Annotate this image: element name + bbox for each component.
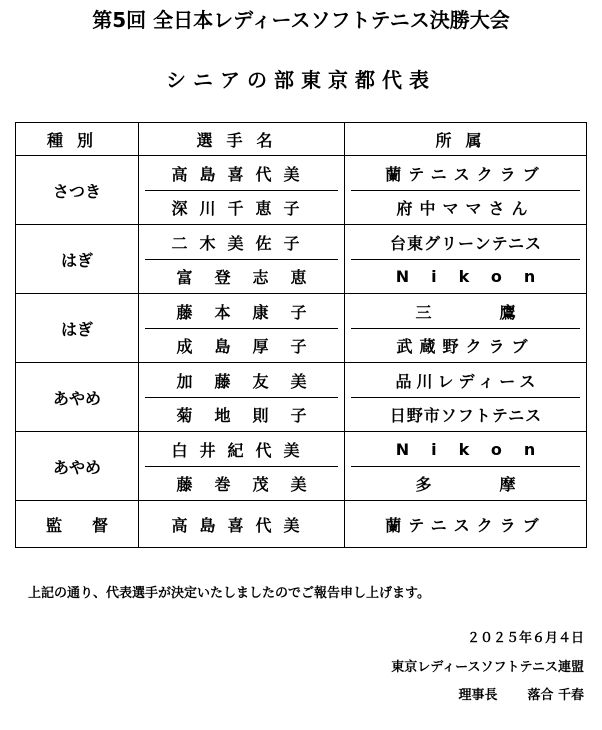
player-cell: 高島喜代美 xyxy=(139,156,345,191)
player-cell: 藤本康子 xyxy=(139,294,345,329)
player-cell: 菊地則子 xyxy=(139,397,345,432)
player-cell: 二木美佐子 xyxy=(139,225,345,260)
event-cell: あやめ xyxy=(16,363,139,432)
club-cell: 蘭テニスクラブ xyxy=(344,156,586,191)
player-cell: 白井紀代美 xyxy=(139,432,345,467)
club-cell: 台東グリーンテニス xyxy=(344,225,586,260)
column-header-event: 種別 xyxy=(16,123,139,156)
table-header-row xyxy=(16,123,587,156)
report-note: 上記の通り、代表選手が決定いたしましたのでご報告申し上げます。 xyxy=(28,586,430,601)
document-title: 第5回 全日本レディースソフトテニス決勝大会 xyxy=(92,8,510,32)
director-club-cell: 蘭テニスクラブ xyxy=(344,501,586,548)
director-player-cell: 高島喜代美 xyxy=(139,501,345,548)
director-event-cell: 監督 xyxy=(16,501,139,548)
column-header-player: 選手名 xyxy=(139,123,345,156)
column-header-club: 所属 xyxy=(344,123,586,156)
club-cell: 日野市ソフトテニス xyxy=(344,397,586,432)
event-cell: さつき xyxy=(16,156,139,225)
event-cell: はぎ xyxy=(16,225,139,294)
document-subtitle: シニアの部東京都代表 xyxy=(166,68,436,92)
player-cell: 成島厚子 xyxy=(139,328,345,363)
table-row-director xyxy=(16,501,587,548)
table-row xyxy=(16,156,587,191)
club-cell: 多摩 xyxy=(344,466,586,501)
club-cell: 品川レディース xyxy=(344,363,586,398)
club-cell: 府中ママさん xyxy=(344,190,586,225)
club-cell: Nikon xyxy=(344,432,586,467)
player-cell: 富登志恵 xyxy=(139,259,345,294)
player-cell: 加藤友美 xyxy=(139,363,345,398)
organization-name: 東京レディースソフトテニス連盟 xyxy=(391,660,584,675)
chair-title: 理事長 xyxy=(458,688,498,703)
chair-signature xyxy=(458,684,584,703)
table-row xyxy=(16,294,587,329)
report-date: ２０２５年６月４日 xyxy=(466,631,584,646)
table-row xyxy=(16,363,587,398)
chair-name: 落合 千春 xyxy=(527,688,584,703)
event-cell: はぎ xyxy=(16,294,139,363)
player-cell: 深川千恵子 xyxy=(139,190,345,225)
club-cell: 武蔵野クラブ xyxy=(344,328,586,363)
club-cell: 三鷹 xyxy=(344,294,586,329)
table-row xyxy=(16,225,587,260)
player-cell: 藤巻茂美 xyxy=(139,466,345,501)
roster-table xyxy=(15,122,587,548)
table-row xyxy=(16,432,587,467)
club-cell: Nikon xyxy=(344,259,586,294)
event-cell: あやめ xyxy=(16,432,139,501)
